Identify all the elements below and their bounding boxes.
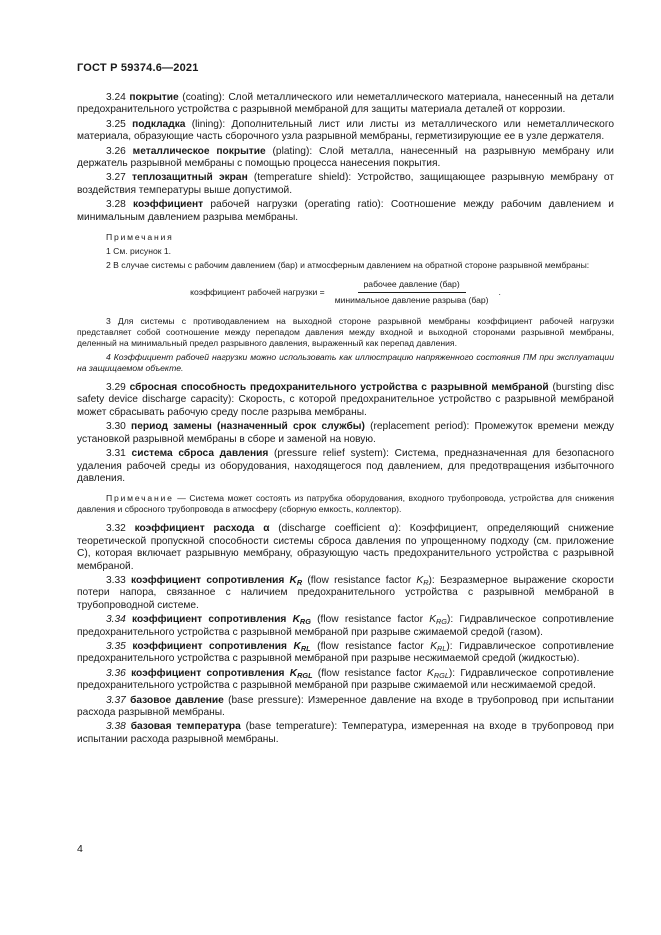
definition-3-25 bbox=[77, 119, 614, 144]
definition-text: (replacement period): Промежуток времени между установкой разрывной мембраны в сборе и заменой на новую. bbox=[77, 421, 614, 445]
definition-3-38 bbox=[77, 721, 614, 746]
notes-heading: Примечания bbox=[106, 232, 174, 243]
note-2: 2 В случае системы с рабочим давлением (бар) и атмосферным давлением на обратной стороне разрывной мембраны: bbox=[106, 260, 590, 271]
definition-text: (discharge coefficient α): Коэффициент, определяющий снижение теоретической пропускной способности системы сброса давления по упрощенному подходу (см. приложение С), которая включает разрывную мембрану, образующую часть предохранительного устройства с разрывной мембраной. bbox=[77, 523, 614, 572]
symbol-sub: RGL bbox=[297, 670, 313, 680]
term: подкладка bbox=[132, 118, 186, 130]
operating-ratio-formula bbox=[77, 279, 614, 306]
term: базовая температура bbox=[130, 721, 241, 733]
clause-number: 3.38 bbox=[106, 721, 126, 733]
symbol-k: K bbox=[289, 574, 297, 586]
clause-number: 3.36 bbox=[106, 667, 126, 679]
definition-text: рабочей нагрузки (operating ratio): Соотношение между рабочим давлением и минимальным давлением разрыва мембраны. bbox=[77, 199, 614, 223]
clause-number: 3.33 bbox=[106, 574, 126, 586]
formula-end: . bbox=[498, 287, 501, 298]
paren-symbol-k: K bbox=[429, 614, 436, 626]
symbol-k: K bbox=[292, 614, 300, 626]
formula-numerator: рабочее давление (бар) bbox=[358, 279, 466, 293]
clause-number: 3.37 bbox=[106, 694, 126, 706]
term: период замены (назначенный срок службы) bbox=[131, 421, 365, 433]
definition-text: (flow resistance factor bbox=[310, 614, 430, 626]
paren-symbol-sub: RGL bbox=[433, 670, 449, 680]
paren-symbol-k: K bbox=[430, 640, 437, 652]
definition-text: (plating): Слой металла, нанесенный на разрывную мембрану или держатель разрывной мембраны с помощью процесса нанесения покрытия. bbox=[77, 145, 614, 170]
definition-3-30 bbox=[77, 421, 614, 446]
definition-text: ): Гидравлическое сопротивление предохранительного устройства с разрывной мембраной при разрыве сжимаемой средой (газом). bbox=[77, 614, 614, 638]
clause-number: 3.34 bbox=[106, 614, 126, 626]
symbol-k: K bbox=[289, 667, 298, 679]
note-3: 3 Для системы с противодавлением на выходной стороне разрывной мембраны коэффициент рабочей нагрузки представляет собой соотношение между перепадом давления между входной и выходной сторонами разрывной мембраны, деленный на минимальный предел разрывного давления, выраженный как перепад давления. bbox=[77, 316, 614, 349]
notes-block bbox=[77, 232, 614, 374]
term: коэффициент сопротивления bbox=[132, 614, 287, 626]
clause-number: 3.29 bbox=[106, 382, 126, 394]
document-body bbox=[77, 92, 614, 748]
term: коэффициент bbox=[133, 199, 204, 211]
definition-3-36 bbox=[77, 668, 614, 693]
definition-3-27 bbox=[77, 172, 614, 197]
clause-number: 3.24 bbox=[106, 92, 126, 103]
symbol-k: K bbox=[293, 640, 301, 652]
formula-fraction bbox=[329, 279, 495, 306]
term: коэффициент сопротивления bbox=[131, 667, 285, 679]
term: покрытие bbox=[129, 92, 179, 103]
definition-3-26 bbox=[77, 146, 614, 171]
definition-3-24 bbox=[77, 92, 614, 117]
note-label: Примечание bbox=[106, 493, 174, 504]
clause-number: 3.28 bbox=[106, 199, 126, 211]
definition-3-37 bbox=[77, 695, 614, 720]
definition-3-31 bbox=[77, 448, 614, 485]
note-text: — Система может состоять из патрубка оборудования, входного трубопровода, устройства для снижения давления и сбросного трубопровода в атмосферу (сборную емкость, коллектор). bbox=[77, 493, 614, 515]
page-number: 4 bbox=[77, 843, 83, 855]
note-1: 1 См. рисунок 1. bbox=[106, 246, 172, 257]
definition-text: ): Гидравлическое сопротивление предохранительного устройства с разрывной мембраной при разрыве несжимаемой средой (жидкостью). bbox=[77, 640, 614, 665]
definition-3-28 bbox=[77, 199, 614, 224]
definition-3-33 bbox=[77, 575, 614, 612]
definition-3-35 bbox=[77, 641, 614, 666]
paren-symbol-sub: R bbox=[423, 577, 429, 587]
definition-text: (flow resistance factor bbox=[312, 667, 428, 679]
formula-denominator: минимальное давление разрыва (бар) bbox=[334, 295, 489, 306]
definition-3-32 bbox=[77, 523, 614, 573]
definition-text: ): Гидравлическое сопротивление предохранительного устройства с разрывной мембраной при разрыве сжимаемой или несжимаемой средой. bbox=[77, 667, 614, 692]
paren-symbol-k: K bbox=[427, 667, 434, 679]
clause-number: 3.26 bbox=[106, 145, 126, 157]
term: сбросная способность предохранительного устройства с разрывной мембраной bbox=[129, 382, 549, 394]
definition-text: (temperature shield): Устройство, защищающее разрывную мембрану от воздействия температуры выше допустимой. bbox=[77, 172, 614, 196]
symbol-sub: R bbox=[296, 577, 303, 587]
definition-3-29 bbox=[77, 382, 614, 419]
clause-number: 3.25 bbox=[106, 118, 126, 130]
paren-symbol-sub: RL bbox=[437, 643, 447, 653]
clause-number: 3.27 bbox=[106, 172, 126, 184]
symbol-sub: RL bbox=[300, 643, 311, 653]
term: коэффициент расхода α bbox=[134, 523, 270, 535]
standard-header: ГОСТ Р 59374.6—2021 bbox=[77, 62, 199, 74]
formula-lhs: коэффициент рабочей нагрузки = bbox=[190, 287, 325, 298]
term: система сброса давления bbox=[131, 448, 269, 460]
note-4: 4 Коэффициент рабочей нагрузки можно использовать как иллюстрацию напряженного состояния ПМ при эксплуатации на защищаемом объекте. bbox=[77, 352, 614, 374]
clause-number: 3.35 bbox=[106, 640, 126, 652]
definition-3-34 bbox=[77, 614, 614, 639]
paren-symbol-sub: RG bbox=[436, 616, 447, 626]
definition-text: (flow resistance factor bbox=[302, 574, 417, 586]
term: коэффициент сопротивления bbox=[131, 574, 285, 586]
definition-text: (coating): Слой металлического или неметаллического материала, нанесенный на детали предохранительного устройства с разрывной мембраной для защиты материала деталей от коррозии. bbox=[77, 92, 614, 116]
clause-number: 3.30 bbox=[106, 421, 126, 433]
symbol-sub: RG bbox=[299, 616, 311, 626]
definition-text: ): Безразмерное выражение скорости потери напора, связанное с наличием предохранительного устройства с разрывной мембраной в трубопроводной системе. bbox=[77, 574, 614, 611]
term: коэффициент сопротивления bbox=[132, 640, 287, 652]
clause-number: 3.32 bbox=[106, 523, 126, 535]
paren-symbol-k: K bbox=[416, 574, 424, 586]
definition-text: (flow resistance factor bbox=[310, 640, 431, 652]
term: металлическое покрытие bbox=[132, 145, 266, 157]
definition-text: (lining): Дополнительный лист или листы из металлического или неметаллического материала, образующие часть сборочного узла разрывной мембраны, герметизирующие ее в узле держателя. bbox=[77, 118, 614, 143]
definition-text: (base temperature): Температура, измеренная на входе в трубопровод при испытании расхода разрывной мембраны. bbox=[77, 721, 614, 745]
clause-number: 3.31 bbox=[106, 448, 126, 460]
term: теплозащитный экран bbox=[132, 172, 248, 184]
definition-text: (bursting disc safety device discharge capacity): Скорость, с которой предохранительное устройство с разрывной мембраной может сбрасывать рабочую среду после разрыва мембраны. bbox=[77, 382, 614, 418]
note-system bbox=[77, 493, 614, 515]
definition-text: (pressure relief system): Система, предназначенная для безопасного удаления рабочей среды из оборудования, находящегося под давлением, для предотвращения избыточного давления. bbox=[77, 448, 614, 484]
definition-text: (base pressure): Измеренное давление на входе в трубопровод при испытании расхода разрывной мембраны. bbox=[77, 694, 614, 718]
term: базовое давление bbox=[130, 694, 224, 706]
